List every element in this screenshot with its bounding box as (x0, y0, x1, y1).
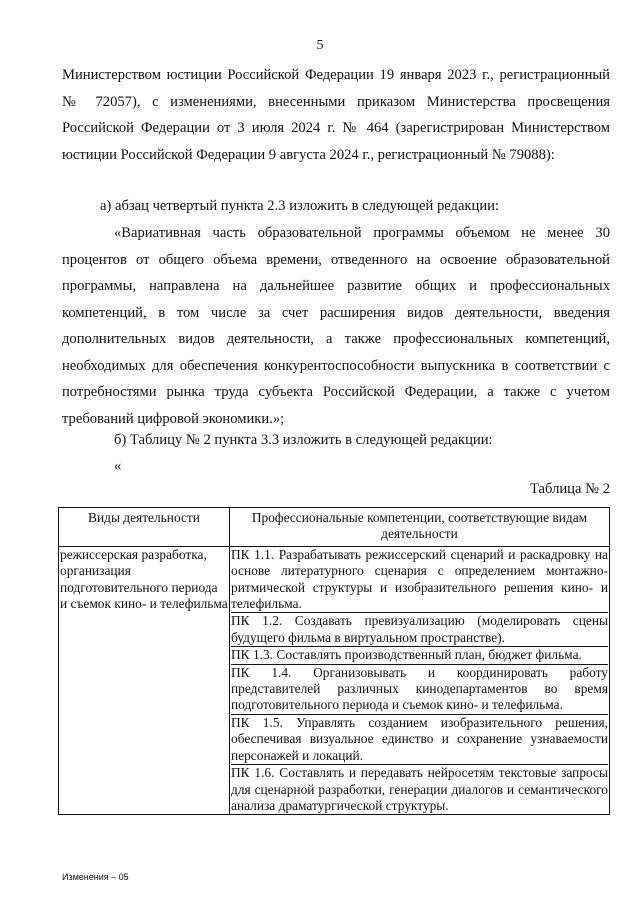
intro-paragraph: Министерством юстиции Российской Федерации 19 января 2023 г., регистрационный № 72057), с изменениями, внесенными приказом Министерства просвещения Российской Федерации от 3 июля 2024 г. № 464 (зарегистрирован Министерством юстиции Российской Федерации 9 августа 2024 г., регистрационный № 79088): (62, 67, 610, 163)
item-a-paragraph: а) абзац четвертый пункта 2.3 изложить в следующей редакции: (100, 198, 500, 214)
page-number: 5 (316, 38, 324, 53)
competency-item: ПК 1.4. Организовывать и координировать работу представителей различных кинодепартаментов во время подготовительного периода и съемок кино- и телефильма. (231, 665, 608, 715)
quote-open-mark: « (114, 458, 122, 474)
competency-item: ПК 1.2. Создавать превизуализацию (моделировать сцены будущего фильма в виртуальном пространстве). (231, 613, 608, 647)
competency-item: ПК 1.3. Составлять производственный план, бюджет фильма. (231, 647, 608, 664)
table-caption: Таблица № 2 (530, 481, 610, 497)
competency-item: ПК 1.5. Управлять созданием изобразительного решения, обеспечивая визуальное единство и сохранение узнаваемости персонажей и локаций. (231, 715, 608, 765)
competency-table (58, 507, 610, 815)
header-activity: Виды деятельности (59, 508, 230, 547)
competency-item: ПК 1.6. Составлять и передавать нейросетям текстовые запросы для сценарной разработки, генерации диалогов и семантического анализа драматургической структуры. (231, 765, 608, 813)
activity-cell: режиссерская разработка, организация подготовительного периода и съемок кино- и телефильма (59, 546, 230, 815)
item-b-paragraph: б) Таблицу № 2 пункта 3.3 изложить в следующей редакции: (114, 432, 493, 448)
competencies-cell (230, 546, 610, 815)
header-competencies: Профессиональные компетенции, соответствующие видам деятельности (230, 508, 610, 547)
quote-a-paragraph: «Вариативная часть образовательной программы объемом не менее 30 процентов от общего объема времени, отведенного на освоение образовательной программы, направлена на дальнейшее развитие общих и профессиональных компетенций, в том числе за счет расширения видов деятельности, введения дополнительных видов деятельности, а также профессиональных компетенций, необходимых для обеспечения конкурентоспособности выпускника в соответствии с потребностями рынка труда субъекта Российской Федерации, а также с учетом требований цифровой экономики.»; (62, 225, 610, 427)
competency-item: ПК 1.1. Разрабатывать режиссерский сценарий и раскадровку на основе литературного сценария с определением монтажно-ритмической структуры и изобразительного решения кино- и телефильма. (231, 547, 608, 614)
table-row (59, 546, 610, 815)
footer-revision: Изменения – 05 (62, 872, 129, 882)
